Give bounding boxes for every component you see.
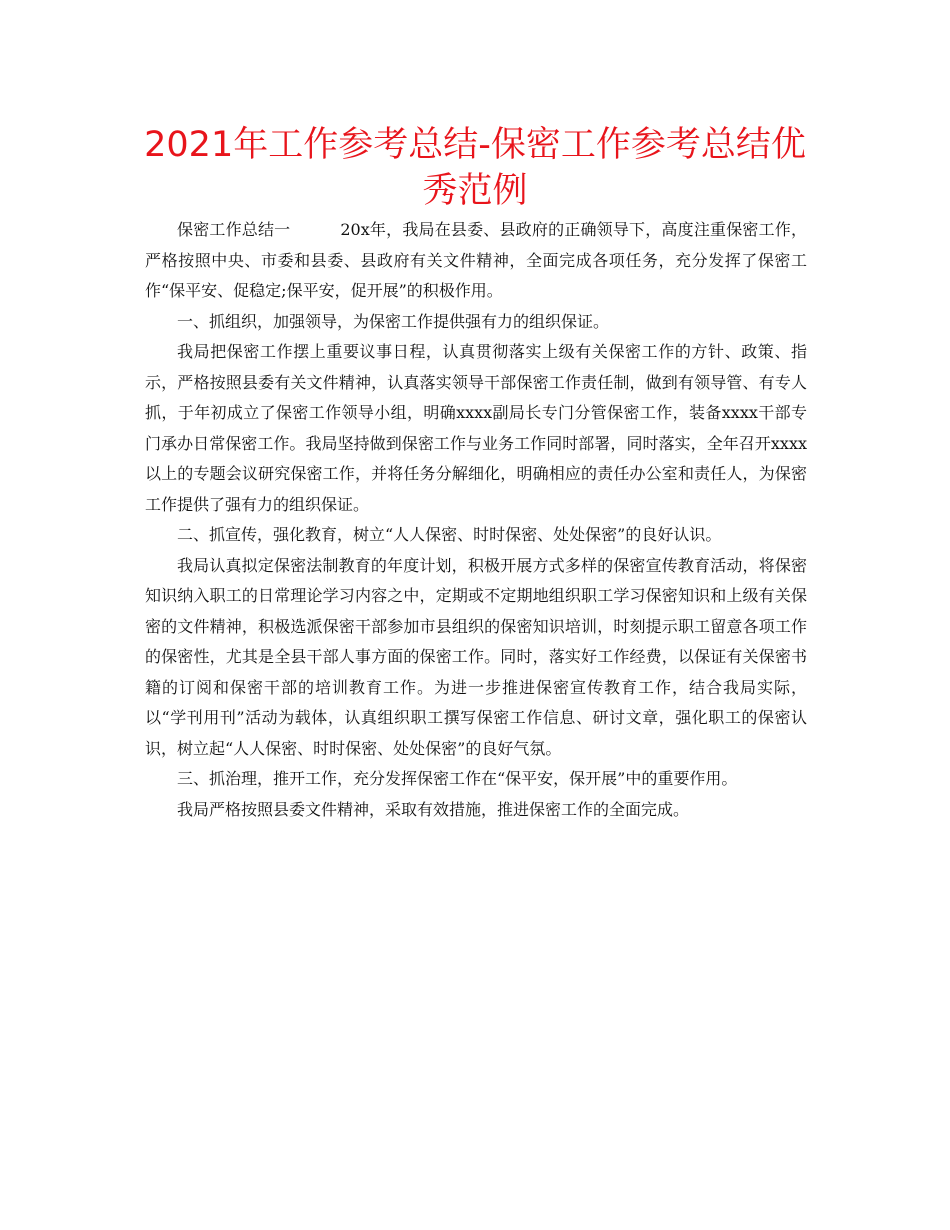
document-body <box>145 215 807 825</box>
section-heading-1: 一、抓组织，加强领导，为保密工作提供强有力的组织保证。 <box>177 311 610 331</box>
paragraph-governance: 我局严格按照县委文件精神，采取有效措施，推进保密工作的全面完成。 <box>177 799 690 819</box>
paragraph-organization: 我局把保密工作摆上重要议事日程，认真贯彻落实上级有关保密工作的方针、政策、指示，严格按照县委有关文件精神，认真落实领导干部保密工作责任制，做到有领导管、有专人抓，于年初成立了保密工作领导小组，明确xxxx副局长专门分管保密工作，装备xxxx干部专门承办日常保密工作。我局坚持做到保密工作与业务工作同时部署，同时落实，全年召开xxxx以上的专题会议研究保密工作，并将任务分解细化，明确相应的责任办公室和责任人，为保密工作提供了强有力的组织保证。 <box>145 342 807 514</box>
section-heading-2: 二、抓宣传，强化教育，树立“人人保密、时时保密、处处保密”的良好认识。 <box>177 525 722 544</box>
intro-label: 保密工作总结一 <box>177 220 291 239</box>
intro-text: 20x年，我局在县委、县政府的正确领导下，高度注重保密工作，严格按照中央、市委和县委、县政府有关文件精神，全面完成各项任务，充分发挥了保密工作“保平安、促稳定;保平安，促开展”的积极作用。 <box>145 220 807 300</box>
document-title: 2021年工作参考总结-保密工作参考总结优秀范例 <box>144 125 806 211</box>
intro-paragraph <box>145 215 807 307</box>
paragraph-publicity: 我局认真拟定保密法制教育的年度计划，积极开展方式多样的保密宣传教育活动，将保密知识纳入职工的日常理论学习内容之中，定期或不定期地组织职工学习保密知识和上级有关保密的文件精神，积极选派保密干部参加市县组织的保密知识培训，时刻提示职工留意各项工作的保密性，尤其是全县干部人事方面的保密工作。同时，落实好工作经费，以保证有关保密书籍的订阅和保密干部的培训教育工作。为进一步推进保密宣传教育工作，结合我局实际，以“学刊用刊”活动为载体，认真组织职工撰写保密工作信息、研讨文章，强化职工的保密认识，树立起“人人保密、时时保密、处处保密”的良好气氛。 <box>145 555 807 758</box>
section-heading-3: 三、抓治理，推开工作，充分发挥保密工作在“保平安，保开展”中的重要作用。 <box>177 769 738 788</box>
